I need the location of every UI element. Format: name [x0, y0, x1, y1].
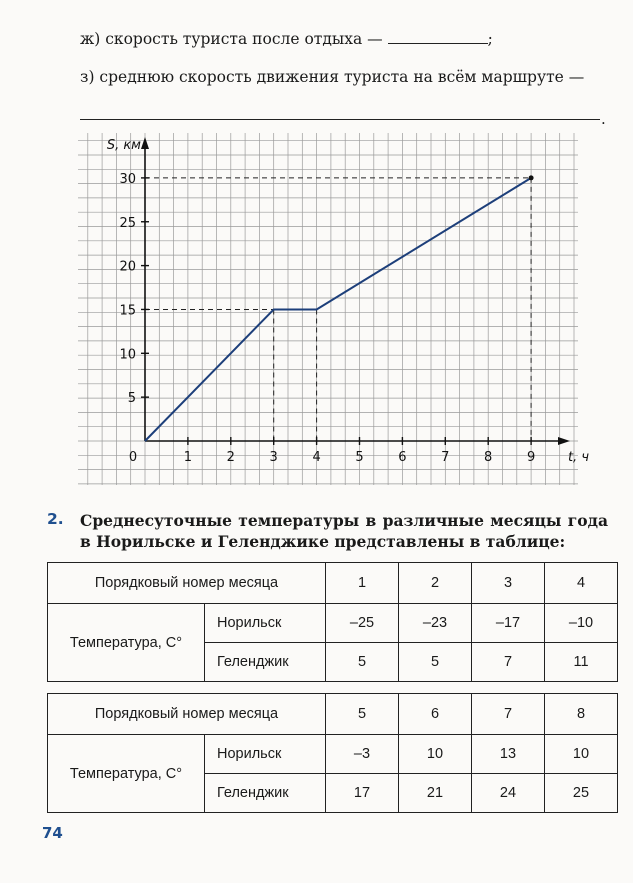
value-cell: 21 — [399, 774, 472, 813]
x-axis-label: t, ч — [567, 450, 589, 465]
x-axis-arrow — [558, 437, 570, 445]
task-number: 2. — [47, 510, 64, 528]
chart-axes — [141, 137, 570, 445]
month-cell: 1 — [326, 563, 399, 604]
data-point — [529, 175, 534, 180]
question-z — [80, 68, 584, 86]
x-tick-label: 5 — [355, 450, 364, 465]
x-tick-label: 8 — [484, 450, 493, 465]
value-cell: 11 — [545, 643, 618, 682]
value-cell: 10 — [399, 735, 472, 774]
month-cell: 7 — [472, 694, 545, 735]
y-tick-label: 10 — [119, 347, 136, 363]
y-tick-label: 30 — [119, 171, 136, 187]
month-cell: 4 — [545, 563, 618, 604]
value-cell: –17 — [472, 604, 545, 643]
city-norilsk: Норильск — [205, 604, 326, 643]
x-tick-label: 2 — [226, 450, 235, 465]
x-tick-label: 4 — [312, 450, 321, 465]
month-cell: 8 — [545, 694, 618, 735]
x-tick-label: 9 — [526, 450, 536, 465]
temperature-label: Температура, С° — [48, 604, 205, 682]
value-cell: –25 — [326, 604, 399, 643]
y-tick-label: 25 — [119, 215, 136, 231]
question-zh-text: ж) скорость туриста после отдыха — — [80, 30, 383, 48]
table-row — [48, 563, 618, 604]
value-cell: –3 — [326, 735, 399, 774]
x-tick-label: 1 — [183, 450, 193, 465]
table-row — [48, 735, 618, 774]
temperature-table-2 — [47, 693, 618, 813]
y-axis-arrow — [141, 137, 149, 149]
value-cell: 10 — [545, 735, 618, 774]
chart-series — [145, 175, 534, 441]
task-text: Среднесуточные температуры в различные месяцы года в Норильске и Геленджике представлены в таблице: — [80, 511, 608, 551]
month-cell: 2 — [399, 563, 472, 604]
city-gelendzhik: Геленджик — [205, 774, 326, 813]
y-tick-label: 20 — [119, 259, 136, 275]
table-row — [48, 694, 618, 735]
question-zh-end: ; — [487, 30, 493, 48]
answer-blank-z[interactable] — [80, 119, 600, 120]
value-cell: 25 — [545, 774, 618, 813]
city-norilsk: Норильск — [205, 735, 326, 774]
value-cell: –10 — [545, 604, 618, 643]
value-cell: 5 — [326, 643, 399, 682]
chart-guides — [145, 178, 531, 441]
question-z-text: з) среднюю скорость движения туриста на всём маршруте — — [80, 68, 585, 86]
origin-label: 0 — [128, 450, 138, 465]
month-cell: 6 — [399, 694, 472, 735]
value-cell: –23 — [399, 604, 472, 643]
distance-time-chart — [78, 133, 589, 485]
x-tick-label: 3 — [269, 450, 278, 465]
page-number: 74 — [42, 824, 63, 842]
y-tick-label: 5 — [127, 391, 136, 407]
x-tick-label: 6 — [398, 450, 407, 465]
y-tick-label: 15 — [119, 303, 136, 319]
month-number-label: Порядковый номер месяца — [48, 563, 326, 604]
value-cell: 5 — [399, 643, 472, 682]
temperature-label: Температура, С° — [48, 735, 205, 813]
value-cell: 24 — [472, 774, 545, 813]
city-gelendzhik: Геленджик — [205, 643, 326, 682]
answer-blank-zh[interactable] — [388, 43, 488, 44]
month-number-label: Порядковый номер месяца — [48, 694, 326, 735]
y-axis-label: S, км — [106, 138, 141, 153]
value-cell: 13 — [472, 735, 545, 774]
month-cell: 3 — [472, 563, 545, 604]
value-cell: 17 — [326, 774, 399, 813]
table-row — [48, 604, 618, 643]
question-zh — [80, 30, 493, 48]
question-z-end: . — [601, 110, 606, 128]
temperature-table-1 — [47, 562, 618, 682]
month-cell: 5 — [326, 694, 399, 735]
value-cell: 7 — [472, 643, 545, 682]
x-tick-label: 7 — [441, 450, 450, 465]
